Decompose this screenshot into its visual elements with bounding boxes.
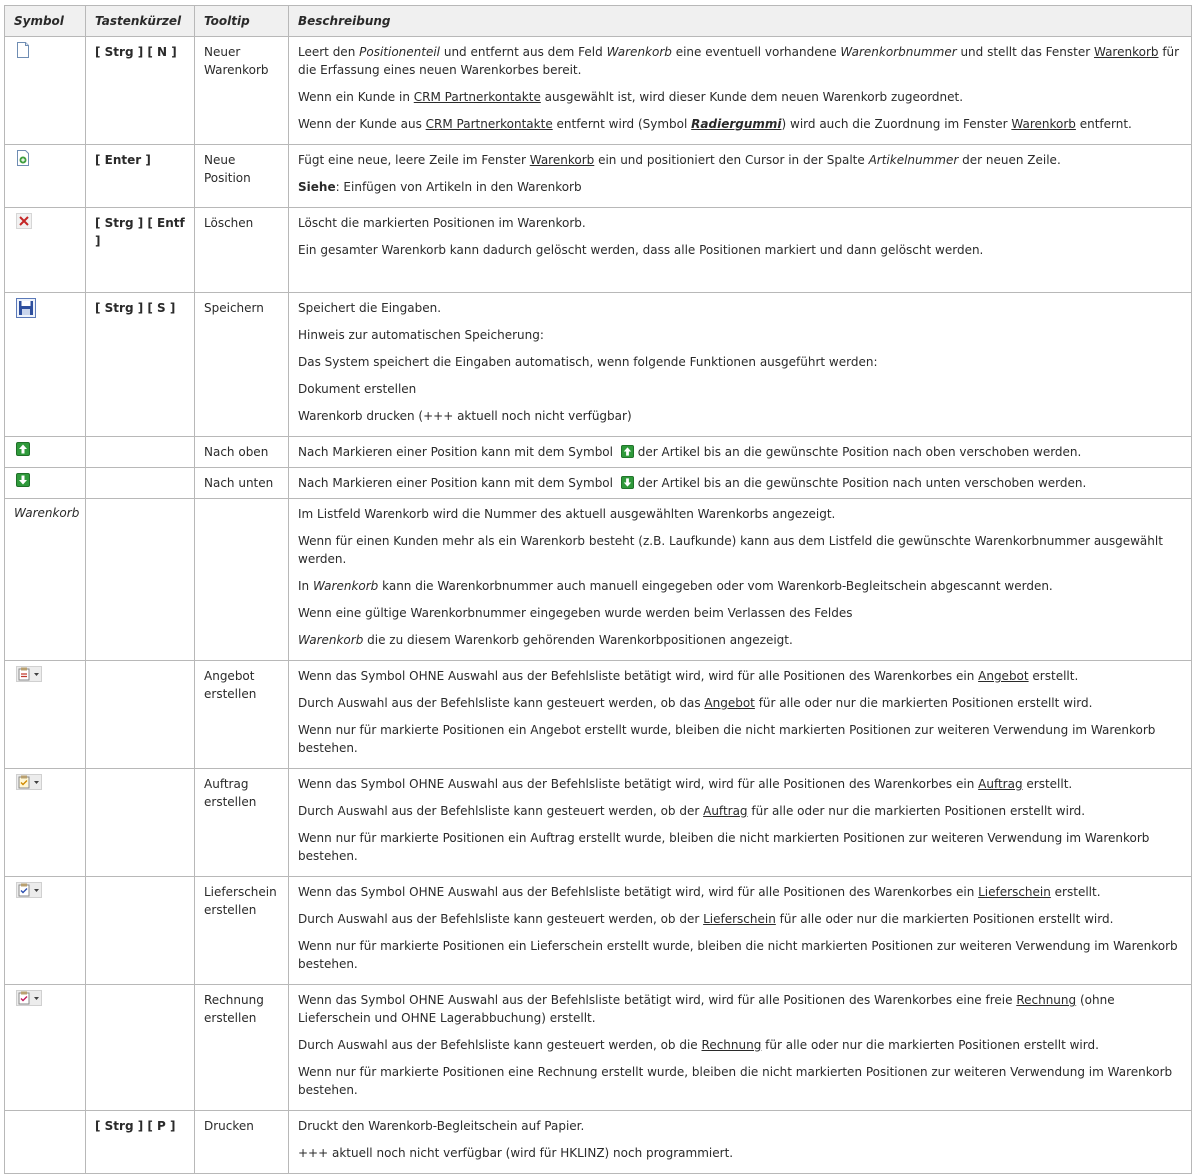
arrow-up-icon[interactable] [16,442,30,461]
link-angebot[interactable]: Angebot [704,696,755,710]
tooltip-cell [195,499,289,661]
tooltip-cell: Neuer Warenkorb [195,37,289,145]
description-cell [289,468,1192,499]
table-row [5,437,1192,468]
shortcut-cell: [ Strg ] [ P ] [86,1111,195,1174]
link-warenkorb[interactable]: Warenkorb [529,153,595,167]
description-paragraph: Wenn eine gültige Warenkorbnummer eingegeben wurde werden beim Verlassen des Feldes [298,606,853,620]
link-radiergummi[interactable]: Radiergummi [691,117,782,131]
description-cell [289,145,1192,208]
header-tooltip: Tooltip [195,6,289,37]
keyboard-shortcuts-table [4,5,1192,1174]
symbol-cell [5,145,86,208]
description-paragraph: Fügt eine neue, leere Zeile im Fenster Warenkorb ein und positioniert den Cursor in der Spalte Artikelnummer der neuen Zeile. [298,153,1061,167]
description-cell [289,877,1192,985]
offer-create-icon[interactable] [16,666,42,687]
header-symbol: Symbol [5,6,86,37]
shortcut-cell [86,661,195,769]
description-paragraph: Wenn das Symbol OHNE Auswahl aus der Befehlsliste betätigt wird, wird für alle Positionen des Warenkorbes ein Angebot erstellt. [298,669,1079,683]
symbol-cell [5,208,86,293]
description-paragraph: Im Listfeld Warenkorb wird die Nummer des aktuell ausgewählten Warenkorbs angezeigt. [298,507,836,521]
description-cell [289,1111,1192,1174]
symbol-cell [5,877,86,985]
shortcut-cell [86,499,195,661]
description-paragraph: Löscht die markierten Positionen im Warenkorb. [298,216,586,230]
table-row [5,499,1192,661]
link-angebot[interactable]: Angebot [978,669,1029,683]
description-paragraph: Ein gesamter Warenkorb kann dadurch gelöscht werden, dass alle Positionen markiert und dann gelöscht werden. [298,243,984,257]
shortcut-cell: [ Strg ] [ S ] [86,293,195,437]
description-paragraph: In Warenkorb kann die Warenkorbnummer auch manuell eingegeben oder vom Warenkorb-Begleitschein abgescannt werden. [298,579,1053,593]
table-row [5,877,1192,985]
symbol-cell [5,437,86,468]
delete-icon[interactable] [16,213,32,234]
arrow-up-icon [621,445,634,463]
description-cell [289,208,1192,293]
description-paragraph: Wenn das Symbol OHNE Auswahl aus der Befehlsliste betätigt wird, wird für alle Positionen des Warenkorbes ein Lieferschein erstellt. [298,885,1101,899]
tooltip-cell: Lieferschein erstellen [195,877,289,985]
tooltip-cell: Neue Position [195,145,289,208]
description-paragraph: Durch Auswahl aus der Befehlsliste kann gesteuert werden, ob das Angebot für alle oder nur die markierten Positionen erstellt wird. [298,696,1093,710]
description-paragraph: Wenn nur für markierte Positionen ein Angebot erstellt wurde, bleiben die nicht markierten Positionen zur weiteren Verwendung im Warenkorb bestehen. [298,723,1156,755]
tooltip-cell: Angebot erstellen [195,661,289,769]
symbol-cell [5,661,86,769]
description-paragraph: Nach Markieren einer Position kann mit dem Symbol der Artikel bis an die gewünschte Position nach unten verschoben werden. [298,474,1182,494]
description-paragraph: Wenn für einen Kunden mehr als ein Warenkorb besteht (z.B. Laufkunde) kann aus dem Listfeld die gewünschte Warenkorbnummer ausgewählt werden. [298,534,1163,566]
table-row [5,985,1192,1111]
symbol-cell [5,1111,86,1174]
description-paragraph: Dokument erstellen [298,382,417,396]
description-cell [289,37,1192,145]
shortcut-cell [86,468,195,499]
description-paragraph: Speichert die Eingaben. [298,301,442,315]
symbol-cell-warenkorb: Warenkorb [5,499,86,661]
link-lieferschein[interactable]: Lieferschein [978,885,1051,899]
shortcut-cell [86,877,195,985]
tooltip-cell: Nach unten [195,468,289,499]
description-cell [289,499,1192,661]
link-warenkorb[interactable]: Warenkorb [1011,117,1076,131]
description-paragraph: Warenkorb die zu diesem Warenkorb gehörenden Warenkorbpositionen angezeigt. [298,633,793,647]
symbol-cell [5,985,86,1111]
description-paragraph: Nach Markieren einer Position kann mit dem Symbol der Artikel bis an die gewünschte Position nach oben verschoben werden. [298,443,1182,463]
save-icon[interactable] [16,298,36,323]
description-paragraph: Wenn nur für markierte Positionen ein Auftrag erstellt wurde, bleiben die nicht markierten Positionen zur weiteren Verwendung im Warenkorb bestehen. [298,831,1150,863]
link-rechnung[interactable]: Rechnung [1016,993,1077,1007]
order-create-icon[interactable] [16,774,42,795]
description-paragraph: Wenn nur für markierte Positionen ein Lieferschein erstellt wurde, bleiben die nicht markierten Positionen zur weiteren Verwendung im Warenkorb bestehen. [298,939,1178,971]
arrow-down-icon [621,476,634,494]
description-paragraph: Wenn das Symbol OHNE Auswahl aus der Befehlsliste betätigt wird, wird für alle Positionen des Warenkorbes ein Auftrag erstellt. [298,777,1073,791]
tooltip-cell: Drucken [195,1111,289,1174]
shortcut-cell [86,769,195,877]
symbol-cell [5,293,86,437]
table-header-row [5,6,1192,37]
new-position-icon[interactable] [16,150,30,171]
table-row [5,208,1192,293]
description-cell [289,769,1192,877]
shortcut-cell: [ Strg ] [ Entf ] [86,208,195,293]
table-row [5,145,1192,208]
new-document-icon[interactable] [16,42,30,63]
tooltip-cell: Auftrag erstellen [195,769,289,877]
description-paragraph: Durch Auswahl aus der Befehlsliste kann gesteuert werden, ob der Auftrag für alle oder nur die markierten Positionen erstellt wird. [298,804,1086,818]
description-paragraph: Wenn ein Kunde in CRM Partnerkontakte ausgewählt ist, wird dieser Kunde dem neuen Warenkorb zugeordnet. [298,90,964,104]
description-cell [289,985,1192,1111]
tooltip-cell: Nach oben [195,437,289,468]
table-row [5,1111,1192,1174]
header-shortcut: Tastenkürzel [86,6,195,37]
table-row [5,468,1192,499]
description-paragraph: Warenkorb drucken (+++ aktuell noch nicht verfügbar) [298,409,632,423]
shortcut-cell [86,437,195,468]
arrow-down-icon[interactable] [16,473,30,492]
link-lieferschein[interactable]: Lieferschein [703,912,776,926]
link-crm-partnerkontakte[interactable]: CRM Partnerkontakte [413,90,541,104]
symbol-cell [5,37,86,145]
table-row [5,661,1192,769]
description-paragraph: Wenn der Kunde aus CRM Partnerkontakte entfernt wird (Symbol Radiergummi) wird auch die Zuordnung im Fenster Warenkorb entfernt. [298,117,1132,131]
link-rechnung[interactable]: Rechnung [701,1038,762,1052]
link-crm-partnerkontakte[interactable]: CRM Partnerkontakte [425,117,553,131]
description-paragraph: Hinweis zur automatischen Speicherung: [298,328,544,342]
description-paragraph: +++ aktuell noch nicht verfügbar (wird für HKLINZ) noch programmiert. [298,1146,734,1160]
table-row [5,769,1192,877]
invoice-create-icon[interactable] [16,990,42,1011]
symbol-cell [5,769,86,877]
symbol-cell [5,468,86,499]
table-row [5,37,1192,145]
link-auftrag[interactable]: Auftrag [978,777,1023,791]
shortcut-cell: [ Strg ] [ N ] [86,37,195,145]
shortcut-cell: [ Enter ] [86,145,195,208]
description-cell [289,293,1192,437]
description-paragraph: Durch Auswahl aus der Befehlsliste kann gesteuert werden, ob die Rechnung für alle oder nur die markierten Positionen erstellt wird. [298,1038,1099,1052]
shortcut-cell [86,985,195,1111]
delivery-note-create-icon[interactable] [16,882,42,903]
link-warenkorb[interactable]: Warenkorb [1093,45,1159,59]
description-cell [289,437,1192,468]
header-description: Beschreibung [289,6,1192,37]
tooltip-cell: Rechnung erstellen [195,985,289,1111]
description-paragraph: Siehe: Einfügen von Artikeln in den Warenkorb [298,180,582,194]
description-paragraph: Leert den Positionenteil und entfernt aus dem Feld Warenkorb eine eventuell vorhandene Warenkorbnummer und stellt das Fenster Warenkorb für die Erfassung eines neuen Warenkorbes bereit. [298,45,1180,77]
description-cell [289,661,1192,769]
description-paragraph: Durch Auswahl aus der Befehlsliste kann gesteuert werden, ob der Lieferschein für alle oder nur die markierten Positionen erstellt wird. [298,912,1114,926]
description-paragraph: Wenn das Symbol OHNE Auswahl aus der Befehlsliste betätigt wird, wird für alle Positionen des Warenkorbes eine freie Rechnung (ohne Lieferschein und OHNE Lagerabbuchung) erstellt. [298,993,1115,1025]
table-row [5,293,1192,437]
tooltip-cell: Löschen [195,208,289,293]
description-paragraph: Druckt den Warenkorb-Begleitschein auf Papier. [298,1119,585,1133]
tooltip-cell: Speichern [195,293,289,437]
description-paragraph: Das System speichert die Eingaben automatisch, wenn folgende Funktionen ausgeführt werden: [298,355,878,369]
link-auftrag[interactable]: Auftrag [703,804,748,818]
description-paragraph: Wenn nur für markierte Positionen eine Rechnung erstellt wurde, bleiben die nicht markierten Positionen zur weiteren Verwendung im Warenkorb bestehen. [298,1065,1173,1097]
